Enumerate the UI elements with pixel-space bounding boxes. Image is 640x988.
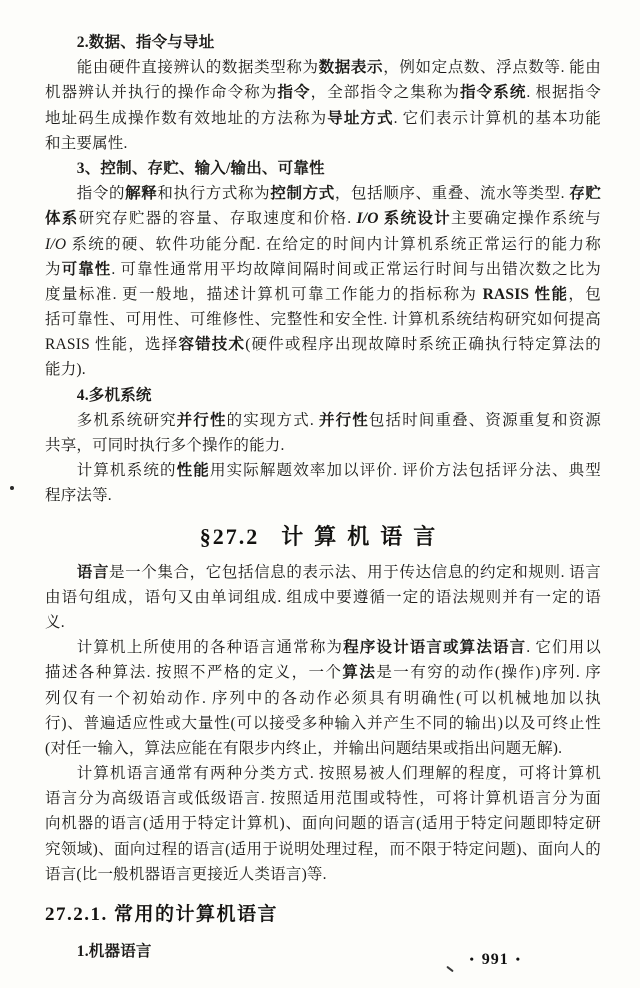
text-segment: 的实现方式. [226,411,319,429]
section-title: 计算机语言 [281,523,447,549]
text-segment: . 它们用以 [526,639,602,657]
text-line [45,660,601,685]
text-segment: 2.数据、指令与导址 [76,34,215,51]
text-line [45,433,601,458]
text-segment: 控制方式 [270,185,335,203]
text-segment: 系统的硬、软件功能分配. 在给定的时间内计算机系统正常运行的能力称 [66,235,601,253]
text-line [45,862,601,887]
text-line [45,80,601,105]
text-segment: 存贮 [569,185,602,203]
page-number [463,951,528,969]
text-line [45,206,601,231]
text-segment: 语言(比一般机器语言更接近人类语言)等. [45,865,327,883]
text-line [45,332,601,357]
text-segment: 指令系统 [460,84,527,102]
text-line [45,282,601,307]
text-line [45,408,601,433]
text-segment: 4.多机系统 [76,386,152,404]
text-line [45,686,601,711]
text-line [45,811,601,836]
text-line [45,786,601,811]
text-segment: 计算机语言通常有两种分类方式. 按照易被人们理解的程度，可将计算机 [76,765,601,783]
text-segment: 导址方式 [327,109,394,127]
text-segment: 计算机上所使用的各种语言通常称为 [76,639,344,657]
text-line [45,181,601,206]
text-segment: ，例如定点数、浮点数等. 能由 [383,59,601,77]
text-segment: 数据表示 [318,59,384,77]
text-segment: ，包括顺序、重叠、流水等类型. [334,185,570,203]
text-segment: 机器辨认并执行的操作命令称为 [45,84,278,102]
text-segment: . 可靠性通常用平均故障间隔时间或正常运行时间与出错次数之比为 [111,260,602,278]
text-segment: 性能 [176,462,210,480]
text-line [45,55,601,80]
text-segment: 算法 [342,664,377,682]
text-segment: 共享，可同时执行多个操作的能力. [45,437,285,454]
text-segment: ，全部指令之集称为 [310,84,461,102]
text-segment: 多机系统研究 [76,411,177,429]
text-segment: 究领域)、面向过程的语言(适用于说明处理过程，而不限于特定问题)、面向人的 [45,840,601,858]
heading-line [45,30,601,55]
subsection-heading: 27.2.1. 常用的计算机语言 [45,904,279,925]
text-line [45,585,601,610]
text-line [45,610,601,635]
text-segment: (对任一输入，算法应能在有限步内终止，并输出问题结果或指出问题无解). [45,739,563,757]
text-line [45,711,601,736]
text-segment: 语言 [76,563,110,581]
text-segment: 和执行方式称为 [157,185,271,203]
text-segment: 并行性 [176,411,227,429]
text-segment: 度量标准. 更一般地，描述计算机可靠工作能力的指标称为 [45,285,483,303]
text-segment: 1.机器语言 [76,943,152,960]
text-line [45,307,601,332]
text-line [45,483,601,508]
text-segment: I/O [45,235,67,253]
text-segment: 系统设计 [383,210,451,228]
text-segment: 指令 [277,84,311,102]
text-segment: RASIS 性能，选择 [45,336,179,354]
text-segment: 语言分为高级语言或低级语言. 按照适用范围或特性，可将计算机语言分为面 [45,790,601,808]
text-segment: 用实际解题效率加以评价. 评价方法包括评分法、典型 [209,462,601,480]
text-line [45,736,601,761]
text-segment: 解释 [125,185,158,203]
text-segment: RASIS 性能 [482,285,569,303]
text-line [45,131,601,156]
text-segment: 行)、普遍适应性或大量性(可以接受多种输入并产生不同的输出)以及可终止性 [45,714,601,732]
text-segment: 列仅有一个初始动作. 序列中的各动作必须具有明确性(可以机械地加以执 [45,689,601,707]
text-segment: 主要确定操作系统与 [450,210,601,228]
text-segment: 研究存贮器的容量、存取速度和价格. [78,210,357,228]
text-segment: 体系 [45,210,79,228]
text-segment: 和主要属性. [45,134,128,152]
text-segment: 由语句组成，语句又由单词组成. 组成中要遵循一定的语法规则并有一定的语 [45,588,601,606]
text-segment: 包括时间重叠、资源重复和资源 [368,411,602,429]
text-segment: 能力). [45,361,86,379]
text-line [45,458,601,483]
text-segment: 指令的 [76,185,126,203]
section-header [45,520,601,553]
text-segment: 程序设计语言或算法语言 [343,639,527,657]
scan-artifact-mark [446,966,454,973]
text-segment: 容错技术 [178,336,246,354]
text-segment: 地址码生成操作数有效地址的方法称为 [45,109,328,127]
text-line [45,257,601,282]
text-segment: 括可靠性、可用性、可维修性、完整性和安全性. 计算机系统结构研究如何提高 [45,311,601,329]
text-segment: 可靠性 [61,260,112,278]
text-segment: 向机器的语言(适用于特定计算机)、面向问题的语言(适用于特定问题即特定研 [45,815,601,833]
text-line [45,106,601,131]
page-number-left-dot: • [469,952,475,966]
text-segment: 是一个集合，它包括信息的表示法、用于传达信息的约定和规则. 语言 [109,563,602,581]
text-segment: I/O [356,210,384,228]
text-segment: . 它们表示计算机的基本功能 [393,109,601,127]
heading-line [45,156,601,181]
section-number: §27.2 [199,523,260,549]
text-segment: 义. [45,613,65,631]
text-segment: 为 [45,260,62,278]
text-line [45,837,601,862]
text-segment: 是一有穷的动作(操作)序列. 序 [376,664,601,682]
text-segment: 3、控制、存贮、输入/输出、可靠性 [76,159,325,177]
text-line [45,635,601,660]
text-segment: (硬件或程序出现故障时系统正确执行特定算法的 [245,336,601,354]
page-number-value: 991 [481,951,509,968]
heading-line [45,383,601,408]
text-segment: ，包 [568,285,602,303]
page-number-right-dot: • [515,952,521,966]
text-segment: 能由硬件直接辨认的数据类型称为 [76,59,319,77]
text-segment: . 根据指令 [526,84,601,102]
text-line [45,761,601,786]
text-line [45,560,601,585]
text-line [45,357,601,382]
text-column [45,30,601,964]
text-line [45,232,601,257]
text-segment: 程序法等. [45,487,112,505]
text-segment: 计算机系统的 [76,462,177,480]
scan-artifact-dot [10,486,14,490]
text-segment: 描述各种算法. 按照不严格的定义，一个 [45,664,343,682]
text-segment: 并行性 [318,411,369,429]
